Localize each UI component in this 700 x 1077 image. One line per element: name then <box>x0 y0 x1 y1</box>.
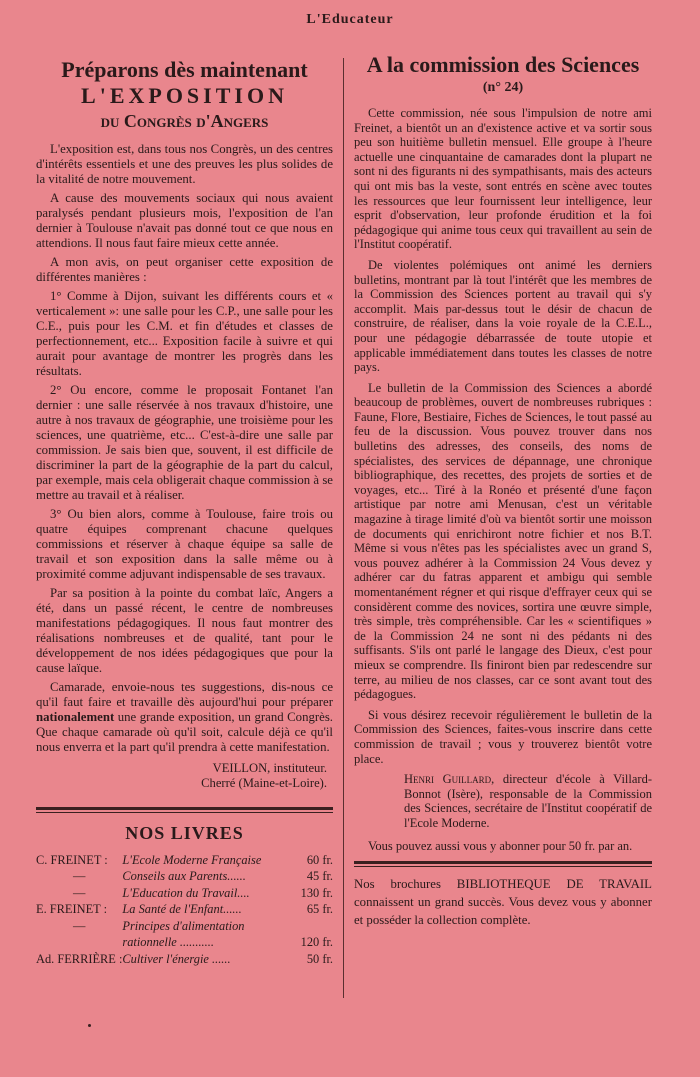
article-subtitle: (n° 24) <box>482 80 524 95</box>
paragraph: L'exposition est, dans tous nos Congrès, un des centres d'intérêts essentiels et une des preuves les plus solides de la vitalité de notre mouvement. <box>36 142 333 186</box>
book-row: — Principes d'alimentation rationnelle ........... 120 fr. <box>73 918 333 950</box>
book-row: E. FREINET : La Santé de l'Enfant...... 65 fr. <box>36 902 333 917</box>
book-row: — L'Education du Travail.... 130 fr. <box>73 885 333 900</box>
paragraph: 3° Ou bien alors, comme à Toulouse, faire trois ou quatre équipes comprenant chacune quelques commissions et réserver à chaque équipe sa salle de travail et son exposition dans la salle même ou à proximité comme adjuvant indispensable de ses travaux. <box>36 507 333 581</box>
book-row: Ad. FERRIÈRE : Cultiver l'énergie ...... 50 fr. <box>36 951 333 966</box>
paragraph: 2° Ou encore, comme le proposait Fontanet l'an dernier : une salle réservée à nos travaux d'histoire, une autre à nos travaux de géographie, une troisième pour les sciences, une quatrième, etc... C'est-à-dire une salle par commission. Je sais bien que, souvent, il est difficile de discriminer la part de la géographie de la part du calcul, par exemple, mais cela obligerait chaque commission à se mettre au travail et à réaliser. <box>36 383 333 502</box>
article-body <box>36 142 333 755</box>
paragraph: Vous pouvez aussi vous y abonner pour 50 fr. par an. <box>368 838 633 853</box>
book-row: C. FREINET : L'Ecole Moderne Française 60 fr. <box>36 852 333 867</box>
paragraph: Cette commission, née sous l'impulsion de notre ami Freinet, a bientôt un an d'existence active et va sortir sous peu son huitième bulletin mensuel. Elle groupe à l'heure actuelle une cinquantaine de camarades dont la plupart ne sont ni des figurants ni des sympathisants, mais des acteurs qui ont mis bas la veste, sont entrés en scène avec toutes les ressources que leur fournissent leur intelligence, leur esprit d'observation, leur profonde érudition et la foi pédagogique qui anime tous ceux qui travaillent au sein de l'Institut coopératif. <box>354 106 652 252</box>
divider <box>36 807 333 810</box>
article-exposition <box>36 58 333 967</box>
paragraph: 1° Comme à Dijon, suivant les différents cours et « verticalement »: une salle pour les C.P., une salle pour les C.E., puis pour les C.M. et fin d'études et classes de perfectionnement, etc... Exposition facile à suivre et qui aurait pour avantage de montrer les progrès dans les résultats. <box>36 289 333 378</box>
biblio-notice: Nos brochures BIBLIOTHEQUE DE TRAVAIL connaissent un grand succès. Vous devez vous y abonner et posséder la collection complète. <box>354 877 652 928</box>
article-sciences <box>354 52 652 929</box>
column-divider <box>343 58 344 998</box>
paragraph: A cause des mouvements sociaux qui nous avaient paralysés pendant plusieurs mois, l'exposition de l'an dernier à Toulouse n'avait pas donné tout ce que nous en attendions. Il nous faut faire mieux cette année. <box>36 191 333 250</box>
article-title-line1: Préparons dès maintenant <box>61 57 308 82</box>
article-body <box>354 106 652 853</box>
divider <box>354 866 652 867</box>
signature: VEILLON, instituteur. Cherré (Maine-et-Loire). <box>201 761 327 790</box>
article-title: A la commission des Sciences <box>366 52 640 77</box>
books-list <box>36 852 333 968</box>
paragraph: Par sa position à la pointe du combat laïc, Angers a été, dans un passé récent, le centre de nombreuses manifestations pédagogiques. Il nous faut montrer des réalisations nombreuses et de qualité, tant pour le développement de nos idées pédagogiques que pour la cause laïque. <box>36 586 333 675</box>
ink-dot <box>88 1024 91 1027</box>
books-heading: NOS LIVRES <box>125 822 244 843</box>
article-title-line2: L'EXPOSITION <box>81 83 288 108</box>
article-title-line3: du Congrès d'Angers <box>100 111 269 131</box>
paragraph: A mon avis, on peut organiser cette exposition de différentes manières : <box>36 255 333 284</box>
paragraph: Le bulletin de la Commission des Sciences a abordé beaucoup de problèmes, ouvert de nombreuses rubriques : Faune, Flore, Bestiaire, Fiches de Sciences, le tout passé au feu de la discussion. Vous pouvez trouver dans nos bulletins des adresses, des conseils, des noms de spécialistes, des services de dépannage, une chronique bibliographique, des recettes, des projets de sorties et de voyages, etc... Tiré à la Ronéo et présenté d'une façon artistique par notre ami Menusan, c'est un véritable magazine à tirage limité d'où va bientôt sortir une moisson de documents qui enrichiront notre fichier et nos B.T. Même si vous n'êtes pas les spécialistes avec un grand S, vous pouvez adhérer à la Commission 24 Vous devez y adhérer car du fatras apparent et ambigu qui semble momentanément régner et qui risque d'effrayer ceux qui se considèrent comme des novices, sortira une œuvre simple, très simple, très compréhensible. Car les « scientifiques » de la Commission 24 ne sont ni des pédants ni des suffisants. S'ils ont parlé le langage des Dieux, c'est pour mieux se comprendre. Ils finiront bien par redescendre sur terre, au milieu de nos classes, car ce sont avant tout des pédagogues. <box>354 380 652 702</box>
emphasis: nationalement <box>36 710 115 724</box>
running-header: L'Educateur <box>306 12 394 27</box>
paragraph: De violentes polémiques ont animé les derniers bulletins, montrant par là tout l'intérêt que les membres de la Commission des Sciences portent au travail qui s'y accomplit. Mais par-dessus tout le désir de chacun de construire, de réaliser, dans la voie royale de la C.E.L., pour une pédagogie débarrassée de toute utopie et applicable immédiatement dans toutes les classes de notre pays. <box>354 257 652 375</box>
book-row: — Conseils aux Parents...... 45 fr. <box>73 869 333 884</box>
paragraph: Camarade, envoie-nous tes suggestions, dis-nous ce qu'il faut faire et travaille dès aujourd'hui pour préparer nationalement une grande exposition, un grand Congrès. Que chaque camarade où qu'il soit, calcule déjà ce qu'il nous enverra et la part qu'il prendra à cette manifestation. <box>36 680 333 754</box>
divider <box>36 812 333 813</box>
signature: Henri Guillard, directeur d'école à Villard-Bonnot (Isère), responsable de la Commission des Sciences, secrétaire de l'Institut coopératif de l'Ecole Moderne. <box>404 772 652 830</box>
paragraph: Si vous désirez recevoir régulièrement le bulletin de la Commission des Sciences, faites-vous inscrire dans cette commission de travail ; vous y trouverez bientôt votre place. <box>354 707 652 766</box>
divider <box>354 861 652 864</box>
